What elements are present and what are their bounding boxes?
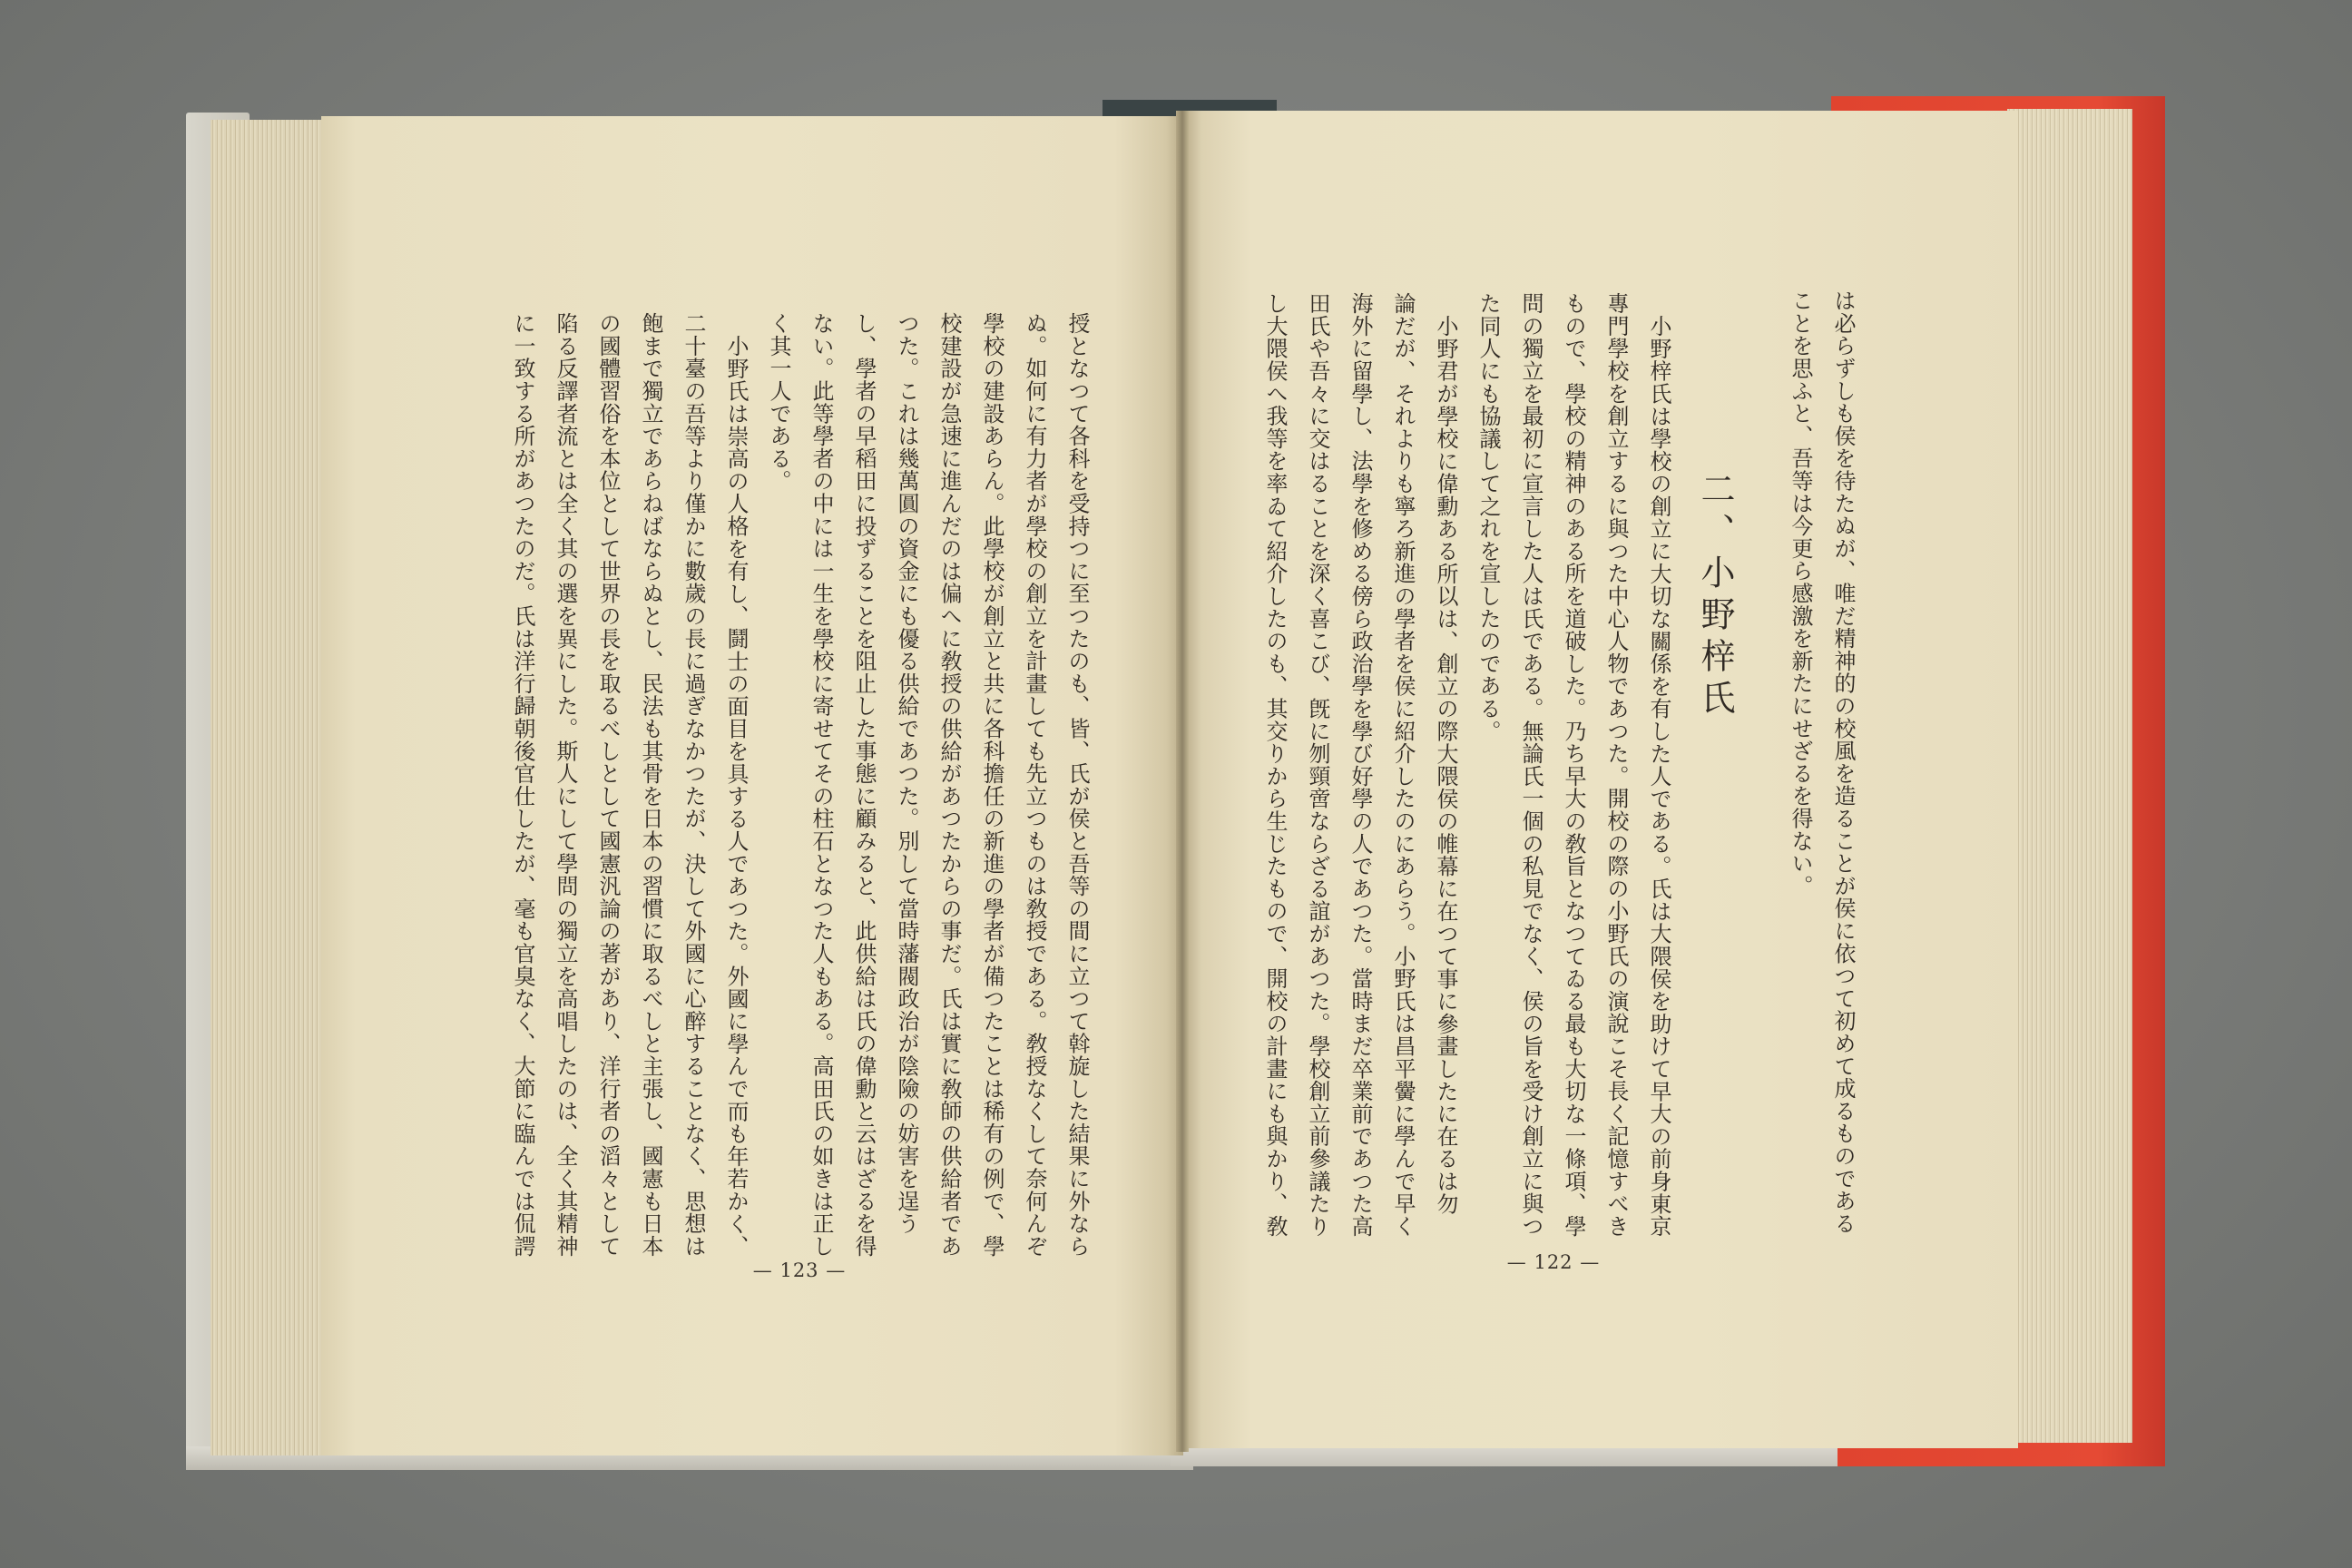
text-line: つた。これは幾萬圓の資金にも優る供給であつた。別して當時藩閥政治が陰險の妨害を逞う	[894, 312, 919, 1235]
text-line: し大隈侯へ我等を率ゐて紹介したのも、其交りから生じたもので、開校の計畫にも與かり、敎	[1262, 292, 1288, 1238]
text-line: く其一人である。	[766, 312, 791, 493]
text-line: ぬ。如何に有力者が學校の創立を計畫しても先立つものは敎授である。敎授なくして奈何んぞ	[1022, 312, 1047, 1258]
text-line: 小野氏は崇高の人格を有し、鬪士の面目を具する人であつた。外國に學んで而も年若かく、	[723, 335, 749, 1258]
left-page-edges	[211, 120, 325, 1455]
text-line: は必らずしも侯を待たぬが、唯だ精神的の校風を造ることが侯に依つて初めて成るものである	[1830, 289, 1856, 1235]
text-line: ことを思ふと、吾等は今更ら感激を新たにせざるを得ない。	[1788, 289, 1813, 897]
text-line: 小野梓氏は學校の創立に大切な關係を有した人である。氏は大隈侯を助けて早大の前身東京	[1646, 315, 1671, 1238]
text-line: 校建設が急速に進んだのは偏へに敎授の供給があつたからの事だ。氏は實に敎師の供給者であ	[936, 312, 962, 1258]
gutter-shadow	[1176, 111, 1189, 1452]
left-page-body-text	[501, 312, 1098, 1274]
right-page-body-text	[1253, 292, 1680, 1254]
text-line: し、學者の早稻田に投ずることを阻止した事態に顧みると、此供給は氏の偉勳と云はざるを得	[851, 312, 877, 1258]
text-line: もので、學校の精神のある所を道破した。乃ち早大の敎旨となつてゐる最も大切な一條項、學	[1561, 292, 1586, 1238]
text-line: の國體習俗を本位として世界の長を取るべしとして國憲汎論の著があり、洋行者の滔々として	[595, 312, 621, 1258]
text-line: 田氏や吾々に交はることを深く喜こび、旣に刎頸啻ならざる誼があつた。學校創立前參議たり	[1305, 292, 1330, 1238]
chapter-heading: 二、小野梓氏	[1695, 471, 1735, 721]
text-line: 小野君が學校に偉勳ある所以は、創立の際大隈侯の帷幕に在つて事に參畫したに在るは勿	[1433, 315, 1458, 1215]
page-number: — 122 —	[1506, 1251, 1601, 1273]
text-line: 二十臺の吾等より僅かに數歲の長に過ぎなかつたが、決して外國に心醉することなく、思想は	[681, 312, 706, 1258]
text-line: ない。此等學者の中には一生を學校に寄せてその柱石となつた人もある。高田氏の如きは正し	[808, 312, 834, 1258]
right-page-continued-text	[1779, 289, 1864, 1251]
text-line: 授となつて各科を受持つに至つたのも、皆、氏が侯と吾等の間に立つて斡旋した結果に外なら	[1064, 312, 1090, 1258]
text-line: 論だが、それよりも寧ろ新進の學者を侯に紹介したのにあらう。小野氏は昌平黌に學んで早く	[1390, 292, 1416, 1238]
page-number: — 123 —	[752, 1259, 847, 1281]
text-line: 飽まで獨立であらねばならぬとし、民法も其骨を日本の習慣に取るべしと主張し、國憲も日本	[638, 312, 663, 1258]
text-line: 問の獨立を最初に宣言した人は氏である。無論氏一個の私見でなく、侯の旨を受け創立に與つ	[1518, 292, 1544, 1238]
text-line: に一致する所があつたのだ。氏は洋行歸朝後官仕したが、毫も官臭なく、大節に臨んでは侃諤	[510, 312, 535, 1258]
text-line: 陷る反譯者流とは全く其の選を異にした。斯人にして學問の獨立を高唱したのは、全く其精神	[553, 312, 578, 1258]
right-page-edges	[2007, 109, 2132, 1443]
text-line: 學校の建設あらん。此學校が創立と共に各科擔任の新進の學者が備つたことは稀有の例で、學	[979, 312, 1004, 1258]
text-line: た同人にも協議して之れを宣したのである。	[1475, 292, 1501, 742]
text-line: 專門學校を創立するに與つた中心人物であつた。開校の際の小野氏の演說こそ長く記憶すべき	[1603, 292, 1629, 1238]
text-line: 海外に留學し、法學を修める傍ら政治學を學び好學の人であつた。當時まだ卒業前であつた高	[1348, 292, 1373, 1238]
